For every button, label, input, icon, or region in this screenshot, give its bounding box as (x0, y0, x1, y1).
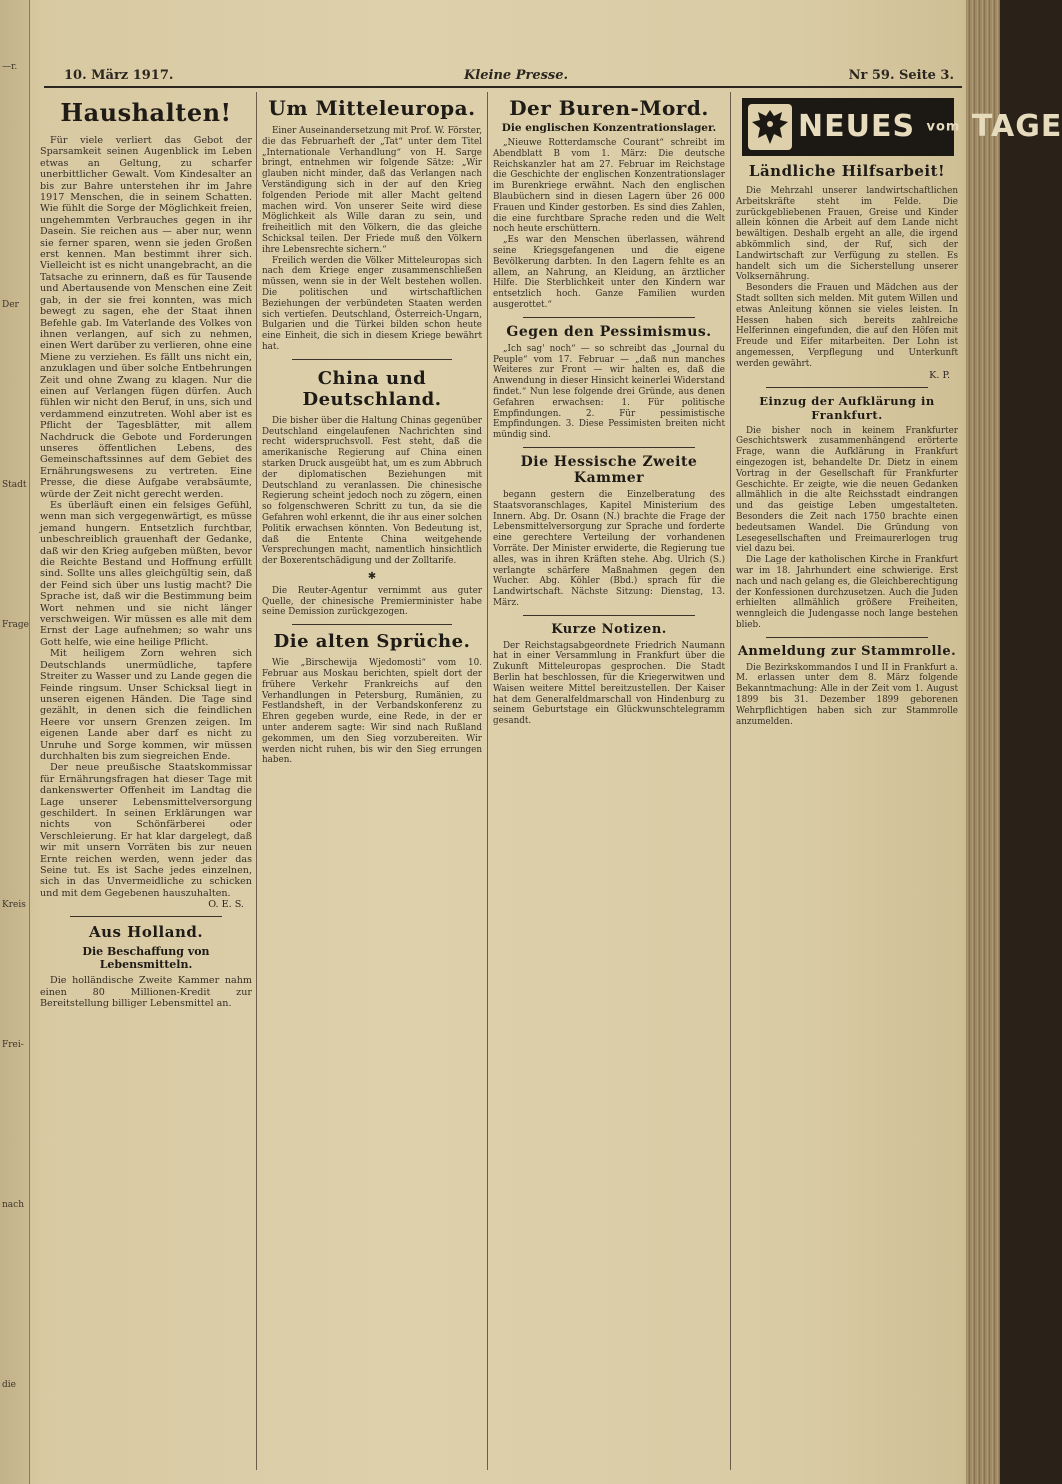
article-paragraph: Der neue preußische Staatskommissar für Ernährungsfragen hat dieser Tage mit dankenswerter Offenheit im Landtag die Lage unserer Lebensmittelversorgung geschildert. In seinen Erklärungen war nichts von Schönfärberei oder Verschleierung. Er hat klar dargelegt, daß wir mit unsern Vorräten bis zur neuen Ernte reichen werden, wenn jeder das Seine tut. Es ist Sache jedes einzelnen, sich in das Unvermeidliche zu schicken und mit dem Gegebenen hauszuhalten. (40, 762, 252, 899)
headline-alte-sprueche: Die alten Sprüche. (273, 631, 471, 653)
divider (523, 615, 695, 616)
headline-buren-mord: Der Buren-Mord. (509, 96, 709, 120)
headline-stammrolle: Anmeldung zur Stammrolle. (737, 643, 957, 659)
article-paragraph: Freilich werden die Völker Mitteleuropas sich nach dem Kriege enger zusammenschließen müssen, wenn sie in der Welt bestehen wollen. Die politischen und wirtschaftlichen Beziehungen der verbündeten Staaten werden sich vertiefen. Deutschland, Österreich-Ungarn, Bulgarien und die Türkei bilden schon heute eine Einheit, die sich in diesem Kriege bewährt hat. (262, 255, 482, 352)
prev-scrap: Frage (2, 620, 29, 630)
article-paragraph: Die holländische Zweite Kammer nahm einen 80 Millionen-Kredit zur Bereitstellung billiger Lebensmittel an. (40, 975, 252, 1010)
subhead-beschaffung: Die Beschaffung von Lebensmitteln. (82, 945, 210, 972)
article-paragraph: Für viele verliert das Gebot der Sparsamkeit seinen Augenblick im Leben etwas an Geltung, zu scharfer unerbittlicher Gewalt. Vom Kindesalter an bis zur Bahre unterstehen ihr im Jahre 1917 Menschen, die in seinem Schatten. Wie fühlt die Sorge der Möglichkeit freien, ungehemmten Verbrauches gegen in ihr Dasein. Sie reichen aus — aber nur, wenn sie ferner sparen, wenn sie jeden Großen erst kennen. Man bestimmt ihrer sich. Vielleicht ist es nicht unangebracht, an die Tatsache zu erinnern, daß es für Tausende und Abertausende von Menschen eine Zeit gab, in der sie frei konnten, was mich bewegt zu sagen, ehe der Staat ihnen Befehle gab. Im Vaterlande des Volkes von ihnen verlangen, auf sich zu nehmen, einen Wert darüber zu verlieren, ohne eine Miene zu verziehen. Es fällt uns nicht ein, anzuklagen und über solche Entbehrungen Zeit und ohne Zwang zu klagen. Nur die einen auf Verlangen fügen dürfen. Auch fühlen wir nicht den Beruf, in uns, sich und verdammend einzutreten. Wohl aber ist es Pflicht der Tagesblätter, mit allem Nachdruck die Gebote und Forderungen unseres öffentlichen Lebens, des Gemeinschaftssinnes auf dem Gebiet des Ernährungswesens zu vertreten. Eine Presse, die diese Aufgabe verabsäumte, würde der Zeit nicht gerecht werden. (40, 135, 252, 500)
neues-vom-tage-masthead (742, 98, 1062, 156)
prev-scrap: nach (2, 1200, 24, 1210)
headline-aus-holland: Aus Holland. (88, 923, 204, 942)
article-signature: K. P. (929, 369, 950, 381)
divider (523, 447, 695, 448)
prev-scrap: die (2, 1380, 16, 1390)
headline-hessische-kammer: Die Hessische Zweite Kammer (520, 453, 698, 486)
article-paragraph: Die Reuter-Agentur vernimmt aus guter Quelle, der chinesische Premierminister habe seine Demission zurückgezogen. (262, 585, 482, 618)
article-paragraph: Einer Auseinandersetzung mit Prof. W. Förster, die das Februarheft der „Tat“ unter dem Titel „Internationale Verhandlung“ von H. Sarge bringt, entnehmen wir folgende Sätze: „Wir glauben nicht minder, daß das Verlangen nach Verständigung sich in der auf den Krieg folgenden Periode mit aller Macht geltend machen wird. Von unserer Seite wird diese Möglichkeit als Wille daran zu sein, und freiheitlich mit den Völkern, die das gleiche Schicksal teilen. Der Friede muß den Völkern ihre Lebensrechte sichern.“ (262, 126, 482, 255)
masthead-word-vom: vom (926, 119, 961, 135)
column-4 (736, 92, 1062, 1470)
article-paragraph: Wie „Birschewija Wjedomosti“ vom 10. Februar aus Moskau berichten, spielt dort der frühere Verkehr Frankreichs auf den Verhandlungen in Petersburg, Rumänien, zu Festlandsheft, in der Verbandskonferenz zu Ehren gegeben wurde, eine Rede, in der er unter anderem sagte: Wir sind nach Rußland gekommen, um den Sieg vorzubereiten. Wir werden nicht ruhen, bis wir den Sieg errungen haben. (262, 658, 482, 766)
column-3 (493, 92, 725, 1470)
eagle-icon (748, 104, 792, 150)
divider (766, 387, 928, 388)
prev-scrap: Kreis (2, 900, 26, 910)
divider (292, 359, 452, 360)
subhead-konzentrationslager: Die englischen Konzentrationslager. (501, 122, 717, 134)
prev-scrap: Stadt (2, 480, 27, 490)
headline-aufklaerung: Einzug der Aufklärung in Frankfurt. (759, 393, 935, 422)
prev-scrap: Frei- (2, 1040, 24, 1050)
paper-name: Kleine Presse. (464, 68, 569, 83)
column-rule (487, 92, 488, 1470)
headline-mitteleuropa: Um Mitteleuropa. (268, 96, 476, 120)
previous-page-edge (0, 0, 30, 1484)
headline-china: China und Deutschland. (302, 367, 442, 410)
prev-scrap: —r. (2, 62, 18, 72)
page-stack-edge (966, 0, 1000, 1484)
page-header (44, 66, 962, 88)
page-number: Nr 59. Seite 3. (848, 68, 954, 83)
article-paragraph: Die Mehrzahl unserer landwirtschaftlichen Arbeitskräfte steht im Felde. Die zurückgebliebenen Frauen, Greise und Kinder allein können die Arbeit auf dem Lande nicht bewältigen. Deshalb ergeht an alle, die irgend abkömmlich sind, der Ruf, sich der Landwirtschaft zur Verfügung zu stellen. Es handelt sich um die Sicherstellung unserer Volksernährung. (736, 186, 958, 283)
headline-haushalten: Haushalten! (60, 98, 232, 127)
article-paragraph: Mit heiligem Zorn wehren sich Deutschlands unermüdliche, tapfere Streiter zu Wasser und zu Lande gegen die Feinde ringsum. Unser Schicksal liegt in unseren eigenen Händen. Die Tage sind gezählt, in denen sich die feindlichen Heere vor unsern Grenzen zeigen. Im eigenen Lande aber darf es nicht zu Unruhe und Sorge kommen, wir müssen durchhalten bis zum siegreichen Ende. (40, 648, 252, 762)
article-paragraph: Die bisher über die Haltung Chinas gegenüber Deutschland eingelaufenen Nachrichten sind recht widerspruchsvoll. Fest steht, daß die amerikanische Regierung auf China einen starken Druck ausgeübt hat, um es zum Abbruch der diplomatischen Beziehungen mit Deutschland zu veranlassen. Die chinesische Regierung scheint jedoch noch zu zögern, einen so folgenschweren Schritt zu tun, da sie die Gefahren wohl erkennt, die ihr aus einer solchen Politik erwachsen könnten. Von Bedeutung ist, daß die Entente China weitgehende Versprechungen macht, namentlich hinsichtlich der Boxerentschädigung und der Zolltarife. (262, 415, 482, 567)
masthead-title (798, 106, 1062, 148)
issue-date: 10. März 1917. (64, 68, 174, 83)
column-2 (262, 92, 482, 1470)
article-paragraph: Es überläuft einen ein felsiges Gefühl, wenn man sich vergegenwärtigt, es müsse jemand hungern. Entsetzlich furchtbar, unbeschreiblich grauenhaft der Gedanke, daß wir den Krieg aufgeben müßten, bevor die Reichte Bestand und Hoffnung erfüllt sind. Sollte uns alles gleichgültig sein, daß der Feind sich über uns lustig macht? Die Sprache ist, daß wir die Bestimmung beim Wort nehmen und sie nicht länger verschweigen. Wir müssen es alle mit dem Ernst der Lage aufnehmen; so wahr uns Gott helfe, wie eine heilige Pflicht. (40, 500, 252, 648)
article-paragraph: „Ich sag' noch“ — so schreibt das „Journal du Peuple“ vom 17. Februar — „daß nun manches Weiteres zur Front — wir halten es, daß die Anwendung in dieser Hinsicht keinerlei Widerstand findet.“ Nun lese folgende drei Gründe, aus denen Gefahren erwachsen: 1. Für politische Empfindungen. 2. Für pessimistische Empfindungen. 3. Diese Pessimisten breiten nicht mündig sind. (493, 343, 725, 441)
article-paragraph: Besonders die Frauen und Mädchen aus der Stadt sollten sich melden. Mit gutem Willen und etwas Anleitung können sie vieles leisten. In Hessen haben sich bereits zahlreiche Helferinnen eingefunden, die auf den Höfen mit Freude und Eifer mitarbeiten. Der Lohn ist angemessen, Verpflegung und Unterkunft werden gewährt. (736, 283, 958, 369)
article-paragraph: Der Reichstagsabgeordnete Friedrich Naumann hat in einer Versammlung in Frankfurt über die Zukunft Mitteleuropas gesprochen. Die Stadt Berlin hat beschlossen, für die Kriegerwitwen und Waisen weitere Mittel bereitzustellen. Der Kaiser hat dem Generalfeldmarschall von Hindenburg zu seinem Geburtstage ein Glückwunschtelegramm gesandt. (493, 640, 725, 727)
divider (70, 916, 222, 917)
headline-kurze-notizen: Kurze Notizen. (551, 621, 667, 637)
article-paragraph: Die Lage der katholischen Kirche in Frankfurt war im 18. Jahrhundert eine schwierige. Erst nach und nach gelang es, die Gleichberechtigung der Konfessionen durchzusetzen. Auch die Juden erhielten allmählich größere Freiheiten, wenngleich die Judengasse noch lange bestehen blieb. (736, 555, 958, 630)
divider (766, 637, 928, 638)
prev-scrap: Der (2, 300, 19, 310)
separator-mark: ✱ (367, 570, 377, 582)
masthead-word-neues: NEUES (798, 109, 916, 144)
article-signature: O. E. S. (208, 899, 244, 911)
column-rule (256, 92, 257, 1470)
divider (523, 317, 695, 318)
article-paragraph: Die bisher noch in keinem Frankfurter Geschichtswerk zusammenhängend erörterte Frage, wann die Aufklärung in Frankfurt eingezogen ist, behandelte Dr. Dietz in einem Vortrag in der Gesellschaft für Frankfurter Geschichte. Er zeigte, wie die neuen Gedanken allmählich in die alte Reichsstadt eindrangen und das geistige Leben umgestalteten. Besonders die Zeit nach 1750 brachte einen bedeutsamen Wandel. Die Gründung von Lesegesellschaften und Freimaurerlogen trug viel dazu bei. (736, 425, 958, 555)
column-1 (40, 92, 252, 1470)
article-paragraph: „Es war den Menschen überlassen, während seine Kriegsgefangenen und die eigene Bevölkerung darbten. In den Lagern fehlte es an allem, an Nahrung, an Kleidung, an ärztlicher Hilfe. Die Sterblichkeit unter den Kindern war entsetzlich hoch. Ganze Familien wurden ausgerottet.“ (493, 235, 725, 310)
headline-hilfsarbeit: Ländliche Hilfsarbeit! (748, 162, 946, 180)
article-paragraph: Die Bezirkskommandos I und II in Frankfurt a. M. erlassen unter dem 8. März folgende Bekanntmachung: Alle in der Zeit vom 1. August 1899 bis 31. Dezember 1899 geborenen Wehrpflichtigen haben sich zur Stammrolle anzumelden. (736, 662, 958, 727)
divider (292, 624, 452, 625)
masthead-word-tage: TAGE (971, 109, 1062, 144)
article-paragraph: begann gestern die Einzelberatung des Staatsvoranschlages, Kapitel Ministerium des Innern. Abg. Dr. Osann (N.) brachte die Frage der Lebensmittelversorgung zur Sprache und forderte eine gerechtere Verteilung der vorhandenen Vorräte. Der Minister erwiderte, die Regierung tue alles, was in ihren Kräften stehe. Abg. Ulrich (S.) verlangte schärfere Maßnahmen gegen den Wucher. Abg. Köhler (Bbd.) sprach für die Landwirtschaft. Nächste Sitzung: Dienstag, 13. März. (493, 489, 725, 608)
column-rule (730, 92, 731, 1470)
article-paragraph: „Nieuwe Rotterdamsche Courant“ schreibt im Abendblatt B vom 1. März: Die deutsche Reichskanzler hat am 27. Februar im Reichstage die Geschichte der englischen Konzentrationslager im Burenkriege erwähnt. Nach den englischen Blaubüchern sind in diesen Lagern über 26 000 Frauen und Kinder gestorben. Es sind dies Zahlen, die eine furchtbare Sprache reden und die Welt noch heute erschüttern. (493, 138, 725, 235)
headline-pessimismus: Gegen den Pessimismus. (506, 323, 712, 340)
